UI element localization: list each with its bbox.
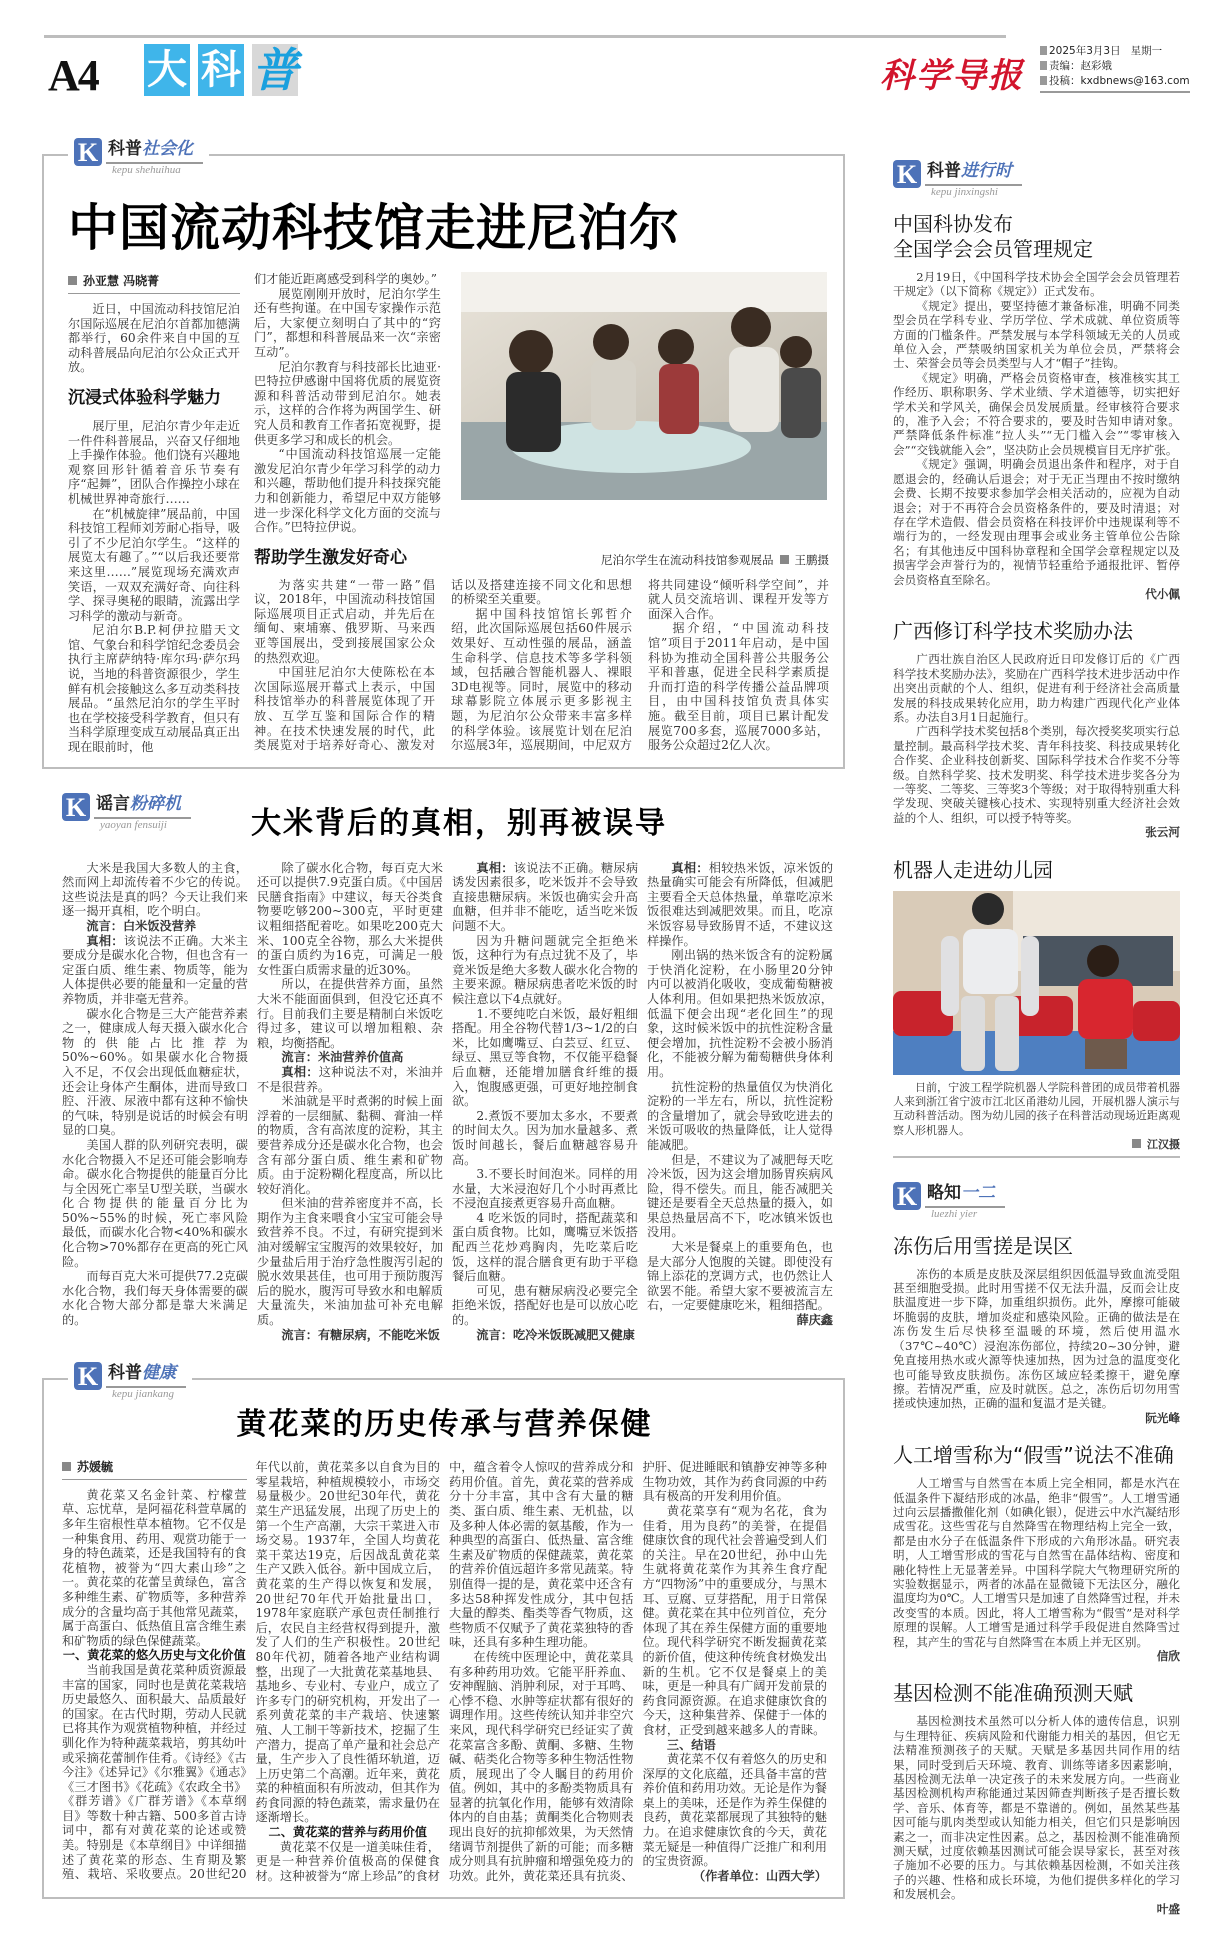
subheading: [62, 1648, 247, 1663]
paragraph: [62, 1007, 248, 1138]
headline: 黄花菜的历史传承与营养保健: [236, 1407, 653, 1443]
paragraph: [257, 1196, 443, 1327]
paragraph-text: 《规定》提出，要坚持德才兼备标准，明确不同类型会员在学科专业、学历学位、学术成就、单位资质等方面的门槛条件。严禁发展与本学科领域无关的人员或单位入会，严禁吸纳国家机关为单位会员，严禁将会士、荣誉会员等会员类型与人才“帽子”挂钩。: [893, 298, 1180, 371]
article-top-row: [254, 272, 829, 535]
paragraph-text: 这种说法不对，米油并不是很营养。: [257, 1064, 444, 1094]
paragraph-text: 2.煮饭不要加太多水，不要煮的时间太久。因为加水量越多、煮饭时间越长，餐后血糖越容易升高。: [452, 1108, 638, 1167]
paragraph-text: 薛庆鑫: [796, 1313, 833, 1328]
left-column: [42, 118, 845, 1899]
headline-line: 全国学会会员管理规定: [893, 237, 1093, 261]
paragraph: [62, 861, 248, 919]
rumor-heading: [62, 919, 248, 934]
article-columns: [254, 578, 829, 753]
paragraph-text: 黄花菜不仅是一道美味佳肴，更是一种营养价值极高的保健食材。这种被誉为“席上珍品”的食材中，蕴含着令人惊叹的营养成分和药用价值。首先，黄花菜的营养成分十分丰富，其中含有大量的糖类、蛋白质、维生素、无机盐，以及多种人体必需的氨基酸，作为一种典型的高蛋白、低热量、富含维生素及矿物质的保健蔬菜，黄花菜的营养价值远超许多常见蔬菜。特别值得一提的是，黄花菜中还含有多达58种挥发性成分，其中包括大量的醇类、酯类等香气物质，这些物质不仅赋予了黄花菜独特的香味，还具有多种生理功能。: [255, 1460, 634, 1883]
caption-text: 尼泊尔学生在流动科技馆参观展品: [601, 552, 774, 567]
paragraph-text: 《规定》明确，严格会员资格审查，核准核实其工作经历、职称职务、学术业绩、学术道德等，切实把好学术关和学风关，确保会员发展质量。经审核符合要求的，准予入会；不符合要求的，要及时告知申请对象。严禁降低条件标准“拉人头”“无门槛入会”“零审核入会”“交钱就能入会”，坚决防止会员规模盲目无序扩张。: [893, 370, 1180, 457]
photo-credit-text: 江汉摄: [1147, 1138, 1180, 1152]
masthead-logo: 科学导报: [880, 56, 1024, 96]
paragraph: [648, 621, 829, 752]
issue-info: [1040, 44, 1190, 93]
photo-credit: 王鹏摄: [794, 552, 829, 567]
section-title-char: 普: [252, 43, 298, 97]
label-text-accent: 社会化: [142, 139, 193, 159]
paragraph-text: 尼泊尔教育与科技部长比迪亚·巴特拉伊感谢中国将优质的展览资源和科普活动带到尼泊尔。她表示，这样的合作将为两国学生、研究人员和教育工作者拓宽视野，提供更多学习和成长的机会。: [254, 359, 441, 447]
paragraph: [647, 1080, 833, 1153]
paragraph: [893, 457, 1180, 587]
paragraph-text: 人工增雪与自然雪在本质上完全相同，都是水汽在低温条件下凝结形成的冰晶，绝非“假雪”。人工增雪通过向云层播撒催化剂（如碘化银），促进云中水汽凝结形成雪花。这些雪花与自然降雪在物理结构上完全一致，都是由水分子在低温条件下形成的六角形冰晶。研究表明，人工增雪形成的雪花与自然雪在晶体结构、密度和融化特性上无显著差异。中国科学院大气物理研究所的实验数据显示，两者的冰晶在显微镜下无法区分，融化温度均为0℃。人工增雪只是加速了自然降雪过程，并未改变雪的本质。因此，将人工增雪称为“假雪”是对科学原理的误解。人工增雪是通过科学手段促进自然降雪过程，其产生的雪花与自然降雪在本质上并无区别。: [893, 1476, 1181, 1649]
paragraph: [643, 1752, 828, 1869]
paragraph: [254, 360, 441, 448]
paragraph: [893, 299, 1180, 371]
photo-credit: [893, 1138, 1180, 1152]
photo-students-exhibit: [461, 272, 827, 500]
paragraph-label: 真相：: [476, 860, 514, 875]
section-title-char: 科: [198, 44, 244, 96]
headline: [893, 212, 1180, 262]
article-body: [893, 1267, 1180, 1425]
article-column: [254, 272, 441, 535]
paragraph-text: 冻伤的本质是皮肤及深层组织因低温导致血流受阻甚至细胞受损。此时用雪搓不仅无法升温，反而会让皮肤温度进一步下降，加重组织损伤。此外，摩擦可能破坏脆弱的皮肤，增加炎症和感染风险。正确的做法是在冻伤发生后尽快移至温暖的环境，然后使用温水（37℃~40℃）浸泡冻伤部位，持续20~30分钟，避免直接用热水或火源等快速加热，因为过急的温度变化也可能导致皮肤损伤。冻伤区域应轻柔擦干，避免摩擦。若情况严重，应及时就医。总之，冻伤后切勿用雪搓或快速加热，正确的温和复温才是关键。: [893, 1266, 1180, 1411]
author-signature: [647, 1313, 833, 1328]
paragraph-text: 们才能近距离感受到科学的奥妙。”: [254, 272, 437, 286]
paragraph: [68, 507, 240, 624]
label-text-accent: 一二: [961, 1182, 995, 1203]
paragraph: [893, 724, 1180, 825]
byline-authors: 苏媛毓: [77, 1460, 114, 1475]
paragraph-text: 黄花菜不仅有着悠久的历史和深厚的文化底蕴，还具备丰富的营养价值和药用功效。无论是作为餐桌上的美味，还是作为养生保健的良药，黄花菜都展现了其独特的魅力。在追求健康饮食的今天，黄花菜无疑是一种值得广泛推广和利用的宝贵资源。: [642, 1752, 827, 1869]
byline: [68, 272, 240, 294]
paragraph-text: 黄花菜又名金针菜、柠檬萱草、忘忧草，是阿福花科萱草属的多年生宿根性草本植物。它不仅是一种集食用、药用、观赏功能于一身的特色蔬菜，还是我国特有的食花植物，被誉为“四大素山珍”之一。黄花菜的花蕾呈黄绿色，富含多种维生素、矿物质等，多种营养成分的含量均高于其他常见蔬菜，属于高蛋白、低热值且富含维生素和矿物质的绿色保健蔬菜。: [62, 1487, 247, 1648]
paragraph: [257, 861, 443, 978]
paragraph-text: 展厅里，尼泊尔青少年走近一件件科普展品，兴奋又仔细地上手操作体验。他们饶有兴趣地观察回形针循着音乐节奏有序“起舞”，团队合作操控小球在机械世界神奇旅行……: [68, 418, 240, 506]
article-frame-daylily: [42, 1362, 845, 1899]
article-rice: [42, 793, 845, 1343]
paragraph-text: 广西壮族自治区人民政府近日印发修订后的《广西科学技术奖励办法》，奖励在广西科学技术进步活动中作出突出贡献的个人、组织，促进有利于经济社会高质量发展的科技成果转化应用，助力构建广西现代化产业体系。办法自3月1日起施行。: [893, 652, 1180, 724]
paragraph-text: 4 吃米饭的同时，搭配蔬菜和蛋白质食物。比如，鹰嘴豆米饭搭配西兰花炒鸡胸肉，先吃菜后吃饭，这样的混合膳食更有助于平稳餐后血糖。: [452, 1210, 638, 1284]
paragraph-text: 基因检测技术虽然可以分析人体的遗传信息，识别与生理特征、疾病风险和代谢能力相关的基因，但它无法精准预测孩子的天赋。天赋是多基因共同作用的结果，同时受到后天环境、教育、训练等诸多因素影响，基因检测无法单一决定孩子的未来发展方向。一些商业基因检测机构声称能通过某因筛查判断孩子是否擅长数学、音乐、体育等，都是不靠谱的。例如，虽然某些基因可能与肌肉类型或认知能力相关，但它们只是影响因素之一，而非决定性因素。总之，基因检测不能准确预测天赋，过度依赖基因测试可能会误导家长，甚至对孩子施加不必要的压力。与其依赖基因检测，不如关注孩子的兴趣、性格和成长环境，为他们提供多样化的学习和发展机会。: [893, 1714, 1180, 1902]
paragraph-label: 真相：: [281, 1064, 319, 1079]
paragraph-text: 刚出锅的热米饭含有的淀粉属于快消化淀粉，在小肠里20分钟内可以被消化吸收，变成葡萄糖被人体利用。但如果把热米饭放凉，低温下便会出现“老化回生”的现象，这时候米饭中的抗性淀粉含量便会增加，抗性淀粉不会被小肠消化，不能被分解为葡萄糖供身体利用。: [647, 948, 833, 1079]
paragraph-text: 阮光峰: [1145, 1410, 1180, 1425]
paragraph: [68, 419, 240, 507]
paragraph-text: 除了碳水化合物，每百克大米还可以提供7.9克蛋白质。《中国居民膳食指南》中建议，每天谷类食物要吃够200~300克，平时更建议粗细搭配着吃。如果吃200克大米、100克全谷物，那么大米提供的蛋白质约为16克，可满足一般女性蛋白质需求量的近30%。: [257, 860, 443, 977]
paragraph: [62, 1488, 247, 1649]
article-columns: [62, 861, 833, 1343]
paragraph-text: 在“机械旋律”展品前，中国科技馆工程师刘芳耐心指导，吸引了不少尼泊尔学生。“这样的展览太有趣了。”“以后我还要常来这里……”展览现场充满欢声笑语，一双双充满好奇、向往科学、探寻奥秘的眼睛，流露出学习科学的激动与新奇。: [68, 506, 240, 623]
paragraph-text: 2月19日，《中国科学技术协会全国学会会员管理若干规定》（以下简称《规定》）正式发布。: [893, 270, 1180, 299]
paragraph: [254, 272, 441, 287]
paragraph: [68, 623, 240, 754]
paragraph: [893, 1714, 1180, 1901]
paragraph: [452, 861, 638, 934]
paragraph-text: 三、结语: [666, 1737, 716, 1752]
paragraph: [452, 934, 638, 1007]
paragraph-text: 相较热米饭，凉米饭的热量确实可能会有所降低，但减肥主要看全天总体热量，单靠吃凉米饭很难达到减肥效果。而且，吃凉米饭容易导致肠胃不适，不建议这样操作。: [647, 860, 834, 948]
paragraph-text: 该说法不正确。糖尿病诱发因素很多，吃米饭并不会导致直接患糖尿病。米饭也确实会升高血糖，但并非不能吃，适当吃米饭问题不大。: [452, 860, 639, 933]
paragraph-text: 大米是餐桌上的重要角色，也是大部分人饱腹的关键。即使没有锦上添花的烹调方式，也仍然让人欲罢不能。希望大家不要被流言左右，一定要健康吃米，粗细搭配。: [647, 1240, 833, 1313]
paragraph-text: 有糖尿病，不能吃米饭: [317, 1327, 440, 1342]
article-body: [44, 258, 843, 767]
article-column: [68, 302, 240, 755]
label-pinyin: luezhi yier: [931, 1207, 978, 1220]
label-pinyin: kepu shehuihua: [112, 164, 181, 176]
label-text-accent: 健康: [142, 1363, 176, 1384]
rumor-heading: [257, 1050, 443, 1065]
k-logo-icon: K: [74, 138, 102, 166]
paragraph: [62, 934, 248, 1007]
rumor-heading: [257, 1328, 443, 1343]
rumor-heading: [452, 1328, 638, 1343]
submit-email: 投稿：kxdbnews@163.com: [1049, 75, 1190, 87]
paragraph-label: 真相：: [86, 933, 124, 948]
label-text: 谣言: [96, 793, 130, 814]
paragraph-text: 尼泊尔B.P.柯伊拉腊天文馆、气象台和科学馆纪念委员会执行主席萨纳特·库尔玛·萨尔玛说，当地的科普资源很少，学生鲜有机会接触这么多互动类科技展品。“虽然尼泊尔的学生平时也在学校接受科学教育，但只有当科学原理变成互动展品真正出现在眼前时，他: [68, 623, 240, 755]
paragraph-text: 代小佩: [1145, 586, 1180, 601]
paragraph-text: 1.不要纯吃白米饭，最好粗细搭配。用全谷物代替1/3~1/2的白米，比如鹰嘴豆、白芸豆、红豆、绿豆、黑豆等食物，不仅能平稳餐后血糖，还能增加膳食纤维的摄入，饱腹感更强，可更好地控制食欲。: [452, 1006, 638, 1109]
paragraph-text: 白米饭没营养: [122, 919, 197, 933]
k-logo-icon: K: [893, 160, 921, 188]
paragraph: [254, 447, 441, 535]
paragraph-label: 流言：: [281, 1050, 318, 1065]
paragraph-text: 沉浸式体验科学魅力: [68, 387, 221, 408]
paragraph: [647, 1240, 833, 1313]
label-text-accent: 粉碎机: [130, 793, 181, 814]
paragraph-label: 流言：: [86, 919, 123, 933]
author-signature: [893, 825, 1180, 839]
article-body: [893, 270, 1180, 601]
right-column: [893, 118, 1180, 1934]
headline: 大米背后的真相，别再被误导: [251, 805, 667, 841]
column-label-luezhi-yier: [893, 1182, 1180, 1220]
headline: 基因检测不能准确预测天赋: [893, 1681, 1133, 1706]
paragraph-text: 米油就是平时煮粥的时候上面浮着的一层细腻、黏稠、膏油一样的物质，含有高浓度的淀粉，其主要营养成分还是碳水化合物，也会含有部分蛋白质、维生素和矿物质。由于淀粉糊化程度高，所以比较好消化。: [257, 1094, 443, 1196]
paragraph-text: 但是，不建议为了减肥每天吃冷米饭，因为这会增加肠胃疾病风险，得不偿失。而且，能否减肥关键还是要看全天总热量的摄入，如果总热量居高不下，吃冰镇米饭也没用。: [647, 1152, 833, 1240]
subheading: [643, 1738, 828, 1753]
issue-weekday: 星期一: [1130, 45, 1163, 57]
paragraph: [254, 287, 441, 360]
page-body: [0, 118, 1220, 1934]
article-rice-header: [62, 793, 833, 843]
column-label-kepu-shehuihua: [68, 138, 209, 176]
article-body: [893, 652, 1180, 839]
paragraph-text: 信欣: [1156, 1649, 1180, 1663]
paragraph: [647, 861, 833, 949]
paragraph-text: 在传统中医理论中，黄花菜具有多种药用功效。它能平肝养血、安神醒脑、消肿利尿，对于耳鸣、心悸不稳、水肿等症状都有很好的调理作用。这些传统认知并非空穴来风，现代科学研究已经证实了黄花菜富含多酚、黄酮、多糖、生物碱、萜类化合物等多种生物活性物质，展现出了令人瞩目的药用价值。例如，其中的多酚类物质具有显著的抗氧化作用，能够有效清除体内的自由基；黄酮类化合物则表现出良好的抗抑郁效果，为天然情绪调节剂提供了新的可能；而多糖成分则具有抗肿瘤和增强免疫力的功效。此外，黄花菜还具有抗炎、护肝、促进睡眠和镇静安神等多种生物功效，其作为药食同源的中药具有极高的开发利用价值。: [449, 1460, 827, 1883]
label-text: 科普: [927, 161, 961, 181]
paragraph-text: 可见，患有糖尿病没必要完全拒绝米饭，搭配好也是可以放心吃的。: [452, 1283, 638, 1328]
paragraph: [893, 1476, 1180, 1649]
subheading: 帮助学生激发好奇心: [254, 547, 407, 568]
paragraph-text: 吃冷米饭既减肥又健康: [512, 1327, 635, 1342]
paragraph-text: 据中国科技馆馆长郭哲介绍，此次国际巡展包括60件展示效果好、互动性强的展品，涵盖生命科学、信息技术等多学科领域，包括融合智能机器人、裸眼3D电视等。同时，展览中的移动球幕影院立体展示更多影视主题，为尼泊尔公众带来丰富多样的科学体验。该展览计划在尼泊尔巡展3年，巡展期间，中尼双方将共同建设“倾听科学空间”，并就人员交流培训、课程开发等方面深入合作。: [451, 577, 829, 753]
k-logo-icon: K: [893, 1182, 921, 1210]
label-pinyin: yaoyan fensuiji: [100, 818, 167, 831]
paragraph-text: 黄花菜享有“观为名花，食为佳肴，用为良药”的美誉，在提倡健康饮食的现代社会普遍受到人们的关注。早在20世纪，孙中山先生就将黄花菜作为其养生食疗配方“四物汤”中的重要成分，与黑木耳、豆腐、豆芽搭配，用于日常保健。黄花菜在其中位列首位，充分体现了其在养生保健方面的重要地位。现代科学研究不断发掘黄花菜的新价值，使这种传统食材焕发出新的生机。它不仅是餐桌上的美味，更是一种具有广阔开发前景的药食同源资源。在追求健康饮食的今天，这种集营养、保健于一体的食材，正受到越来越多人的青睐。: [642, 1504, 827, 1737]
paragraph-text: 米油营养价值高: [317, 1050, 404, 1065]
paragraph-label: 流言：: [476, 1327, 513, 1342]
paragraph-text: 所以，在提供营养方面，虽然大米不能面面俱到，但没它还真不行。目前我们主要是精制白米饭吃得过多，建议可以增加粗粮、杂粮，均衡搭配。: [257, 977, 443, 1050]
paragraph: [257, 977, 443, 1050]
paragraph-text: 据介绍，“中国流动科技馆”项目于2011年启动，是中国科协为推动全国科普公共服务公平和普惠，促进全民科学素质提升而打造的科学传播公益品牌项目，由中国科技馆负责具体实施。截至目前，项目已累计配发展览700多套，巡展7000多站，服务公众超过2亿人次。: [648, 621, 829, 753]
label-pinyin: kepu jiankang: [112, 1388, 175, 1401]
paragraph-text: 叶盛: [1156, 1901, 1180, 1916]
paragraph-text: 3.不要长时间泡米。同样的用水量，大米浸泡好几个小时再煮比不浸泡直接煮更容易升高血糖。: [452, 1167, 638, 1211]
author-signature: [893, 1649, 1180, 1663]
page-number: A4: [48, 51, 98, 100]
paragraph: [893, 1267, 1180, 1411]
author-signature: [893, 1902, 1180, 1916]
subheading: [256, 1825, 441, 1840]
author-signature: [893, 1411, 1180, 1425]
label-text: 略知: [927, 1182, 961, 1203]
paragraph-text: 为落实共建“一带一路”倡议，2018年，中国流动科技馆国际巡展项目正式启动，并先后在缅甸、柬埔寨、俄罗斯、马来西亚等国展出，受到接展国家公众的热烈欢迎。: [254, 577, 435, 665]
author-signature: [893, 587, 1180, 601]
article-columns: [62, 1460, 827, 1883]
caption-text: 日前，宁波工程学院机器人学院科普团的成员带着机器人来到浙江省宁波市江北区甬港幼儿园，开展机器人演示与互动科普活动。图为幼儿园的孩子在科普活动现场近距离观察人形机器人。: [893, 1080, 1180, 1137]
credit-marker: [1132, 1139, 1141, 1148]
paragraph-text: 一、黄花菜的悠久历史与文化价值: [62, 1648, 246, 1663]
label-text: 科普: [108, 1363, 142, 1384]
paragraph-label: 流言：: [281, 1327, 318, 1342]
paragraph-text: 抗性淀粉的热量值仅为快消化淀粉的一半左右，所以，抗性淀粉的含量增加了，就会导致吃进去的米饭可吸收的热量降低，让人觉得能减肥。: [647, 1079, 833, 1152]
headline: 机器人走进幼儿园: [893, 857, 1053, 882]
page-header: [0, 0, 1220, 118]
headline: 中国流动科技馆走进尼泊尔: [68, 199, 680, 257]
paragraph-text: 但米油的营养密度并不高，长期作为主食来喂食小宝宝可能会导致营养不良。不过，有研究提到米油对缓解宝宝腹泻的效果较好，加少量盐后用于治疗急性腹泻引起的脱水效果甚佳，也可用于预防腹泻后的脱水，腹泻可导致水和电解质大量流失，米油加盐可补充电解质。: [257, 1196, 443, 1328]
article-body: [893, 1714, 1180, 1916]
paragraph-text: 中国驻尼泊尔大使陈松在本次国际巡展开幕式上表示，中国科技馆举办的科普展览体现了开放、互学互鉴和国际合作的精神。在技术快速发展的时代，此类展览对于培养好奇心、激发对话以及搭建连接不同文化和思想的桥梁至关重要。: [254, 577, 632, 753]
paragraph-text: 《规定》强调，明确会员退出条件和程序，对于自愿退会的，经确认后退会；对于无正当理由不按时缴纳会费、长期不按要求参加学会相关活动的，应视为自动退会；对于不再符合会员资格条件的，要及时清退；对存在学术造假、借会员资格在科技评价中违规谋利等不端行为的，一经发现由理事会或业务主管单位公告除名；有其他违反中国科协章程和全国学会章程规定以及损害学会声誉行为的，视情节轻重给予通报批评、暂停会员资格直至除名。: [893, 457, 1180, 587]
subheading-row: [254, 543, 829, 568]
paragraph: [452, 1007, 638, 1109]
paragraph-label: 真相：: [671, 860, 709, 875]
paragraph-text: 美国人群的队列研究表明，碳水化合物摄入不足还可能会影响寿命。碳水化合物提供的能量百分比与全因死亡率呈U型关联，当碳水化合物提供的能量百分比为50%~55%的时候，死亡率风险最低，而碳水化合物<40%和碳水化合物>70%都存在更高的死亡风险。: [62, 1137, 248, 1269]
paragraph: [452, 1167, 638, 1211]
headline: 冻伤后用雪搓是误区: [893, 1233, 1073, 1258]
k-logo-icon: K: [74, 1362, 102, 1390]
section-title-char: 大: [144, 44, 190, 96]
paragraph-text: 二、黄花菜的营养与药用价值: [268, 1825, 427, 1840]
byline: [62, 1460, 247, 1480]
paragraph: [254, 578, 435, 666]
article-left-column: [68, 272, 240, 755]
subheading: [68, 387, 240, 409]
paragraph-text: 近日，中国流动科技馆尼泊尔国际巡展在尼泊尔首都加德满都举行，60余件来自中国的互动科普展品向尼泊尔公众正式开放。: [68, 302, 240, 375]
article-frame-nepal: [42, 138, 845, 769]
paragraph-text: （作者单位：山西大学）: [692, 1868, 827, 1883]
author-signature: [643, 1869, 828, 1884]
paragraph-text: 当前我国是黄花菜种质资源最丰富的国家，同时也是黄花菜栽培历史最悠久、面积最大、品质最好的国家。在古代时期，劳动人民就已将其作为观赏植物种植，并经过驯化作为特种蔬菜栽培，剪其幼叶或采摘花蕾制作佳肴。《诗经》《古今注》《述异记》《尔雅翼》《通志》《三才图书》《花疏》《农政全书》《群芳谱》《广群芳谱》《本草纲目》等数十种古籍、500多首古诗词中，都有对黄花菜的论述或赞美。特别是《本草纲目》中详细描述了黄花菜的形态、生育期及繁殖、栽培、采收要点。20世纪20年代以前，黄花菜多以自食为目的零星栽培，种植规模较小，市场交易量极少。20世纪30年代，黄花菜生产迅猛发展，出现了历史上的第一个生产高潮，大宗干菜进入市场交易。1937年，全国人均黄花菜干菜达19克，后因战乱黄花菜生产又跌入低谷。新中国成立后，黄花菜的生产得以恢复和发展，20世纪70年代开始批量出口，1978年家庭联产承包责任制推行后，农民自主经营权得到提升，激发了人们的生产积极性。20世纪80年代初，随着各地产业结构调整，出现了一大批黄花菜基地县、基地乡、专业村、专业户，成立了许多专门的研究机构，开发出了一系列黄花菜的丰产栽培、快速繁殖、人工制干等新技术，挖掘了生产潜力，提高了单产量和社会总产量，生产步入了良性循环轨道，迈上历史第二个高潮。近年来，黄花菜的种植面积有所波动，但其作为药食同源的特色蔬菜，需求量仍在逐渐增长。: [62, 1460, 440, 1882]
column-label-kepu-jinxingshi: [893, 160, 1180, 198]
paragraph-text: 该说法不正确。大米主要成分是碳水化合物，但也含有一定蛋白质、维生素、物质等，能为人体提供必要的能量和一定量的营养物质，并非毫无营养。: [62, 933, 249, 1006]
editor: 责编：赵彩娥: [1049, 60, 1112, 72]
headline-line: 中国科协发布: [893, 212, 1013, 236]
paragraph: [62, 1138, 248, 1269]
photo-caption: [893, 1081, 1180, 1158]
paragraph: [257, 1065, 443, 1094]
label-pinyin: kepu jinxingshi: [931, 186, 998, 198]
paragraph-text: 展览刚刚开放时，尼泊尔学生还有些拘谨。在中国专家操作示范后，大家便立刻明白了其中的“窍门”，都想和科普展品来一次“亲密互动”。: [254, 286, 441, 359]
paragraph-text: 大米是我国大多数人的主食，然而网上却流传着不少它的传说。这些说法是真的吗？今天让我们来逐一揭开真相，吃个明白。: [62, 860, 248, 919]
paragraph: [893, 371, 1180, 457]
paragraph-text: “中国流动科技馆巡展一定能激发尼泊尔青少年学习科学的动力和兴趣，帮助他们提升科技探究能力和创新能力，希望尼中双方能够进一步深化科学文化方面的交流与合作。”巴特拉伊说。: [254, 447, 441, 535]
paragraph: [647, 1153, 833, 1241]
photo-robot-kindergarten: [893, 891, 1180, 1075]
headline: 广西修订科学技术奖励办法: [893, 619, 1133, 644]
label-text: 科普: [108, 139, 142, 159]
column-label-kepu-jiankang: [68, 1362, 192, 1400]
paragraph: [257, 1094, 443, 1196]
label-text-accent: 进行时: [961, 161, 1012, 181]
paragraph: [643, 1504, 828, 1738]
paragraph: [68, 302, 240, 375]
issue-date: 2025年3月3日: [1049, 45, 1121, 57]
paragraph: [452, 1284, 638, 1328]
paragraph: [62, 1269, 248, 1327]
column-label-yaoyan-fensuiji: [62, 793, 191, 831]
paragraph: [452, 1211, 638, 1284]
paragraph-text: 而每百克大米可提供77.2克碳水化合物，我们每天身体需要的碳水化合物大部分都是靠大米满足的。: [62, 1269, 248, 1328]
byline-authors: 孙亚慧 冯晓菁: [83, 274, 160, 288]
paragraph: [893, 652, 1180, 724]
paragraph-text: 广西科学技术奖包括8个类别，每次授奖奖项实行总量控制。最高科学技术奖、青年科技奖、科技成果转化合作奖、企业科技创新奖、国际科学技术合作奖不分等级。自然科学奖、技术发明奖、科学技术进步奖各分为一等奖、二等奖、三等奖3个等级；对于取得特别重大科学发现、突破关键核心技术、实现特别重大经济社会效益的个人、组织，可以授予特等奖。: [893, 724, 1180, 825]
paragraph: [452, 1109, 638, 1167]
article-right-area: [254, 272, 829, 755]
top-rule: [44, 35, 1006, 38]
photo-caption: [601, 552, 829, 568]
paragraph: [893, 270, 1180, 299]
headline: 人工增雪称为“假雪”说法不准确: [893, 1443, 1174, 1468]
k-logo-icon: K: [62, 793, 90, 821]
paragraph-text: 张云河: [1145, 825, 1180, 840]
paragraph-text: 碳水化合物是三大产能营养素之一，健康成人每天摄入碳水化合物的供能占比推荐为50%~60%。如果碳水化合物摄入不足，不仅会出现低血糖症状，还会让身体产生酮体，进而导致口腔、汗液、尿液中都有这种不愉快的气味，特别是说话的时候会有明显的口臭。: [62, 1006, 248, 1138]
paragraph: [647, 948, 833, 1079]
paragraph-text: 因为升糖问题就完全拒绝米饭，这种行为有点过犹不及了，毕竟米饭是绝大多数人碳水化合物的主要来源。糖尿病患者吃米饭的时候注意以下4点就好。: [452, 933, 638, 1006]
article-body: [893, 1476, 1180, 1663]
